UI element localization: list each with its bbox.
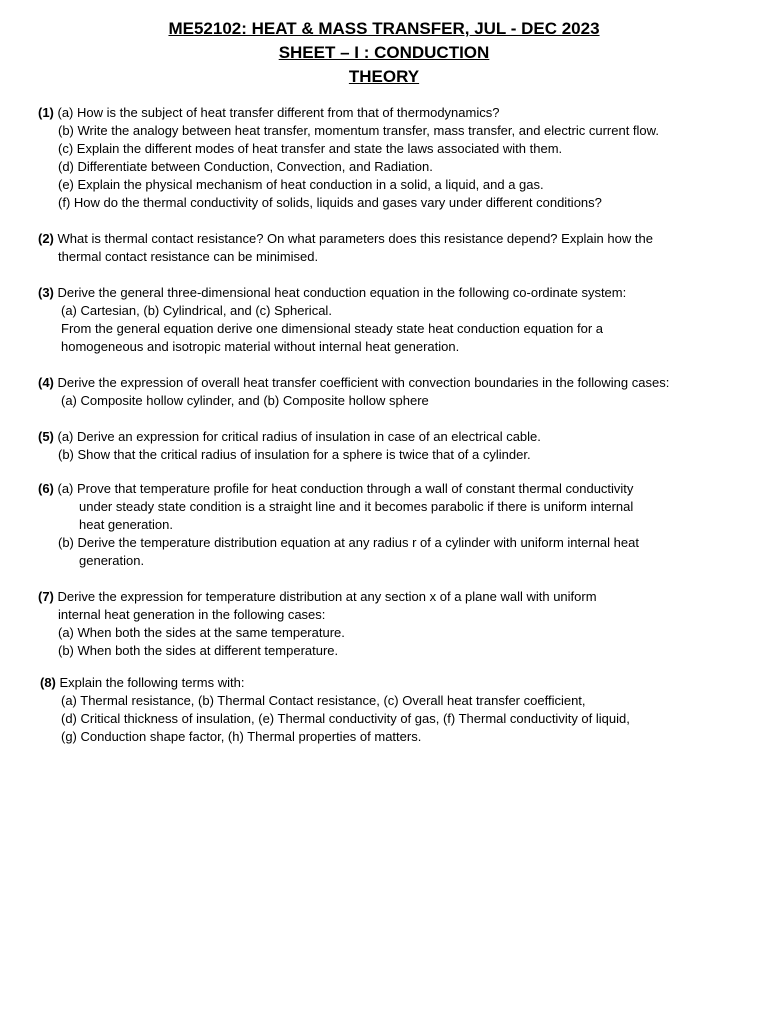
question-1-line-3: (c) Explain the different modes of heat transfer and state the laws associated with them. xyxy=(58,141,563,156)
question-1-line-5: (e) Explain the physical mechanism of heat conduction in a solid, a liquid, and a gas. xyxy=(58,177,544,192)
question-6-line-3: heat generation. xyxy=(79,517,173,532)
question-number: (7) xyxy=(38,589,54,604)
question-number: (5) xyxy=(38,429,54,444)
question-6-line-5: generation. xyxy=(79,553,145,568)
question-3-line-2: (a) Cartesian, (b) Cylindrical, and (c) Spherical. xyxy=(61,303,332,318)
question-6-line-1: (6) (a) Prove that temperature profile for heat conduction through a wall of constant thermal conductivity xyxy=(38,481,634,496)
question-3-line-1: (3) Derive the general three-dimensional heat conduction equation in the following co-ordinate system: xyxy=(38,285,627,300)
question-1-line-2: (b) Write the analogy between heat transfer, momentum transfer, mass transfer, and electric current flow. xyxy=(58,123,659,138)
question-number: (6) xyxy=(38,481,54,496)
question-1-line-6: (f) How do the thermal conductivity of solids, liquids and gases vary under different conditions? xyxy=(58,195,602,210)
course-title: ME52102: HEAT & MASS TRANSFER, JUL - DEC 2023 xyxy=(168,19,600,38)
question-6-line-4: (b) Derive the temperature distribution equation at any radius r of a cylinder with uniform internal heat xyxy=(58,535,639,550)
question-1-line-4: (d) Differentiate between Conduction, Convection, and Radiation. xyxy=(58,159,433,174)
question-7-line-4: (b) When both the sides at different temperature. xyxy=(58,643,339,658)
sheet-title: SHEET – I : CONDUCTION xyxy=(278,43,490,62)
question-8-line-2: (a) Thermal resistance, (b) Thermal Contact resistance, (c) Overall heat transfer coefficient, xyxy=(61,693,586,708)
question-8-line-3: (d) Critical thickness of insulation, (e) Thermal conductivity of gas, (f) Thermal conductivity of liquid, xyxy=(61,711,630,726)
question-3-line-3: From the general equation derive one dimensional steady state heat conduction equation for a xyxy=(61,321,604,336)
question-5-line-1: (5) (a) Derive an expression for critical radius of insulation in case of an electrical cable. xyxy=(38,429,541,444)
question-number: (4) xyxy=(38,375,54,390)
question-8-line-4: (g) Conduction shape factor, (h) Thermal properties of matters. xyxy=(61,729,422,744)
question-5-line-2: (b) Show that the critical radius of insulation for a sphere is twice that of a cylinder. xyxy=(58,447,531,462)
question-8-line-1: (8) Explain the following terms with: xyxy=(40,675,245,690)
question-number: (1) xyxy=(38,105,54,120)
question-4-line-1: (4) Derive the expression of overall heat transfer coefficient with convection boundaries in the following cases: xyxy=(38,375,670,390)
question-number: (3) xyxy=(38,285,54,300)
question-6-line-2: under steady state condition is a straight line and it becomes parabolic if there is uniform internal xyxy=(79,499,634,514)
question-number: (2) xyxy=(38,231,54,246)
document-header xyxy=(0,0,768,89)
question-7-line-2: internal heat generation in the following cases: xyxy=(58,607,326,622)
section-title: THEORY xyxy=(348,67,420,86)
question-1-line-1: (1) (a) How is the subject of heat transfer different from that of thermodynamics? xyxy=(38,105,500,120)
question-2-line-2: thermal contact resistance can be minimised. xyxy=(58,249,319,264)
question-7-line-3: (a) When both the sides at the same temperature. xyxy=(58,625,345,640)
question-3-line-4: homogeneous and isotropic material without internal heat generation. xyxy=(61,339,460,354)
question-7-line-1: (7) Derive the expression for temperature distribution at any section x of a plane wall with uniform xyxy=(38,589,597,604)
question-number: (8) xyxy=(40,675,56,690)
question-4-line-2: (a) Composite hollow cylinder, and (b) Composite hollow sphere xyxy=(61,393,429,408)
question-2-line-1: (2) What is thermal contact resistance? On what parameters does this resistance depend? Explain how the xyxy=(38,231,653,246)
